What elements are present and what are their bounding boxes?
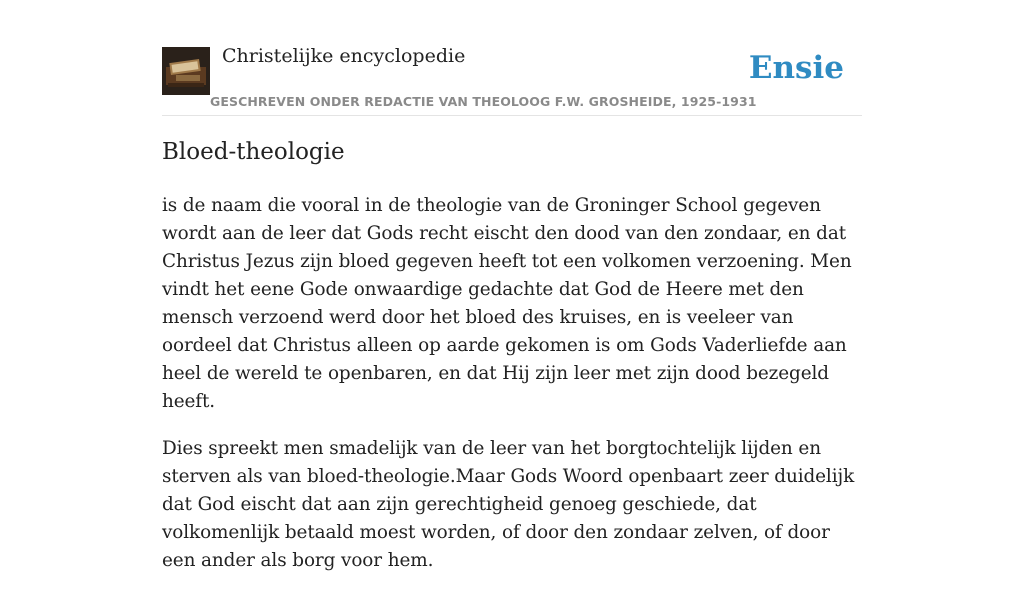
publication-name[interactable]: Christelijke encyclopedie: [222, 45, 466, 67]
article-title: Bloed-theologie: [162, 139, 345, 165]
publication-header: [162, 40, 862, 116]
book-image-icon: [162, 47, 210, 95]
article-body: [162, 192, 867, 594]
article-paragraph: is de naam die vooral in de theologie van de Groninger School gegeven wordt aan de leer dat Gods recht eischt den dood van den zondaar, en dat Christus Jezus zijn bloed gegeven heeft tot een volkomen verzoening. Men vindt het eene Gode onwaardige gedachte dat God de Heere met den mensch verzoend werd door het bloed des kruises, en is veeleer van oordeel dat Christus alleen op aarde gekomen is om Gods Vaderliefde aan heel de wereld te openbaren, en dat Hij zijn leer met zijn dood bezegeld heeft.: [162, 195, 852, 412]
publication-subtitle: GESCHREVEN ONDER REDACTIE VAN THEOLOOG F.W. GROSHEIDE, 1925-1931: [210, 94, 757, 109]
article-paragraph: Dies spreekt men smadelijk van de leer van het borgtochtelijk lijden en sterven als van bloed-theologie.Maar Gods Woord openbaart zeer duidelijk dat God eischt dat aan zijn gerechtigheid genoeg geschiede, dat volkomenlijk betaald moest worden, of door den zondaar zelven, of door een ander als borg voor hem.: [162, 438, 855, 571]
publication-avatar[interactable]: [162, 47, 210, 95]
ensie-logo[interactable]: Ensie: [748, 50, 844, 86]
